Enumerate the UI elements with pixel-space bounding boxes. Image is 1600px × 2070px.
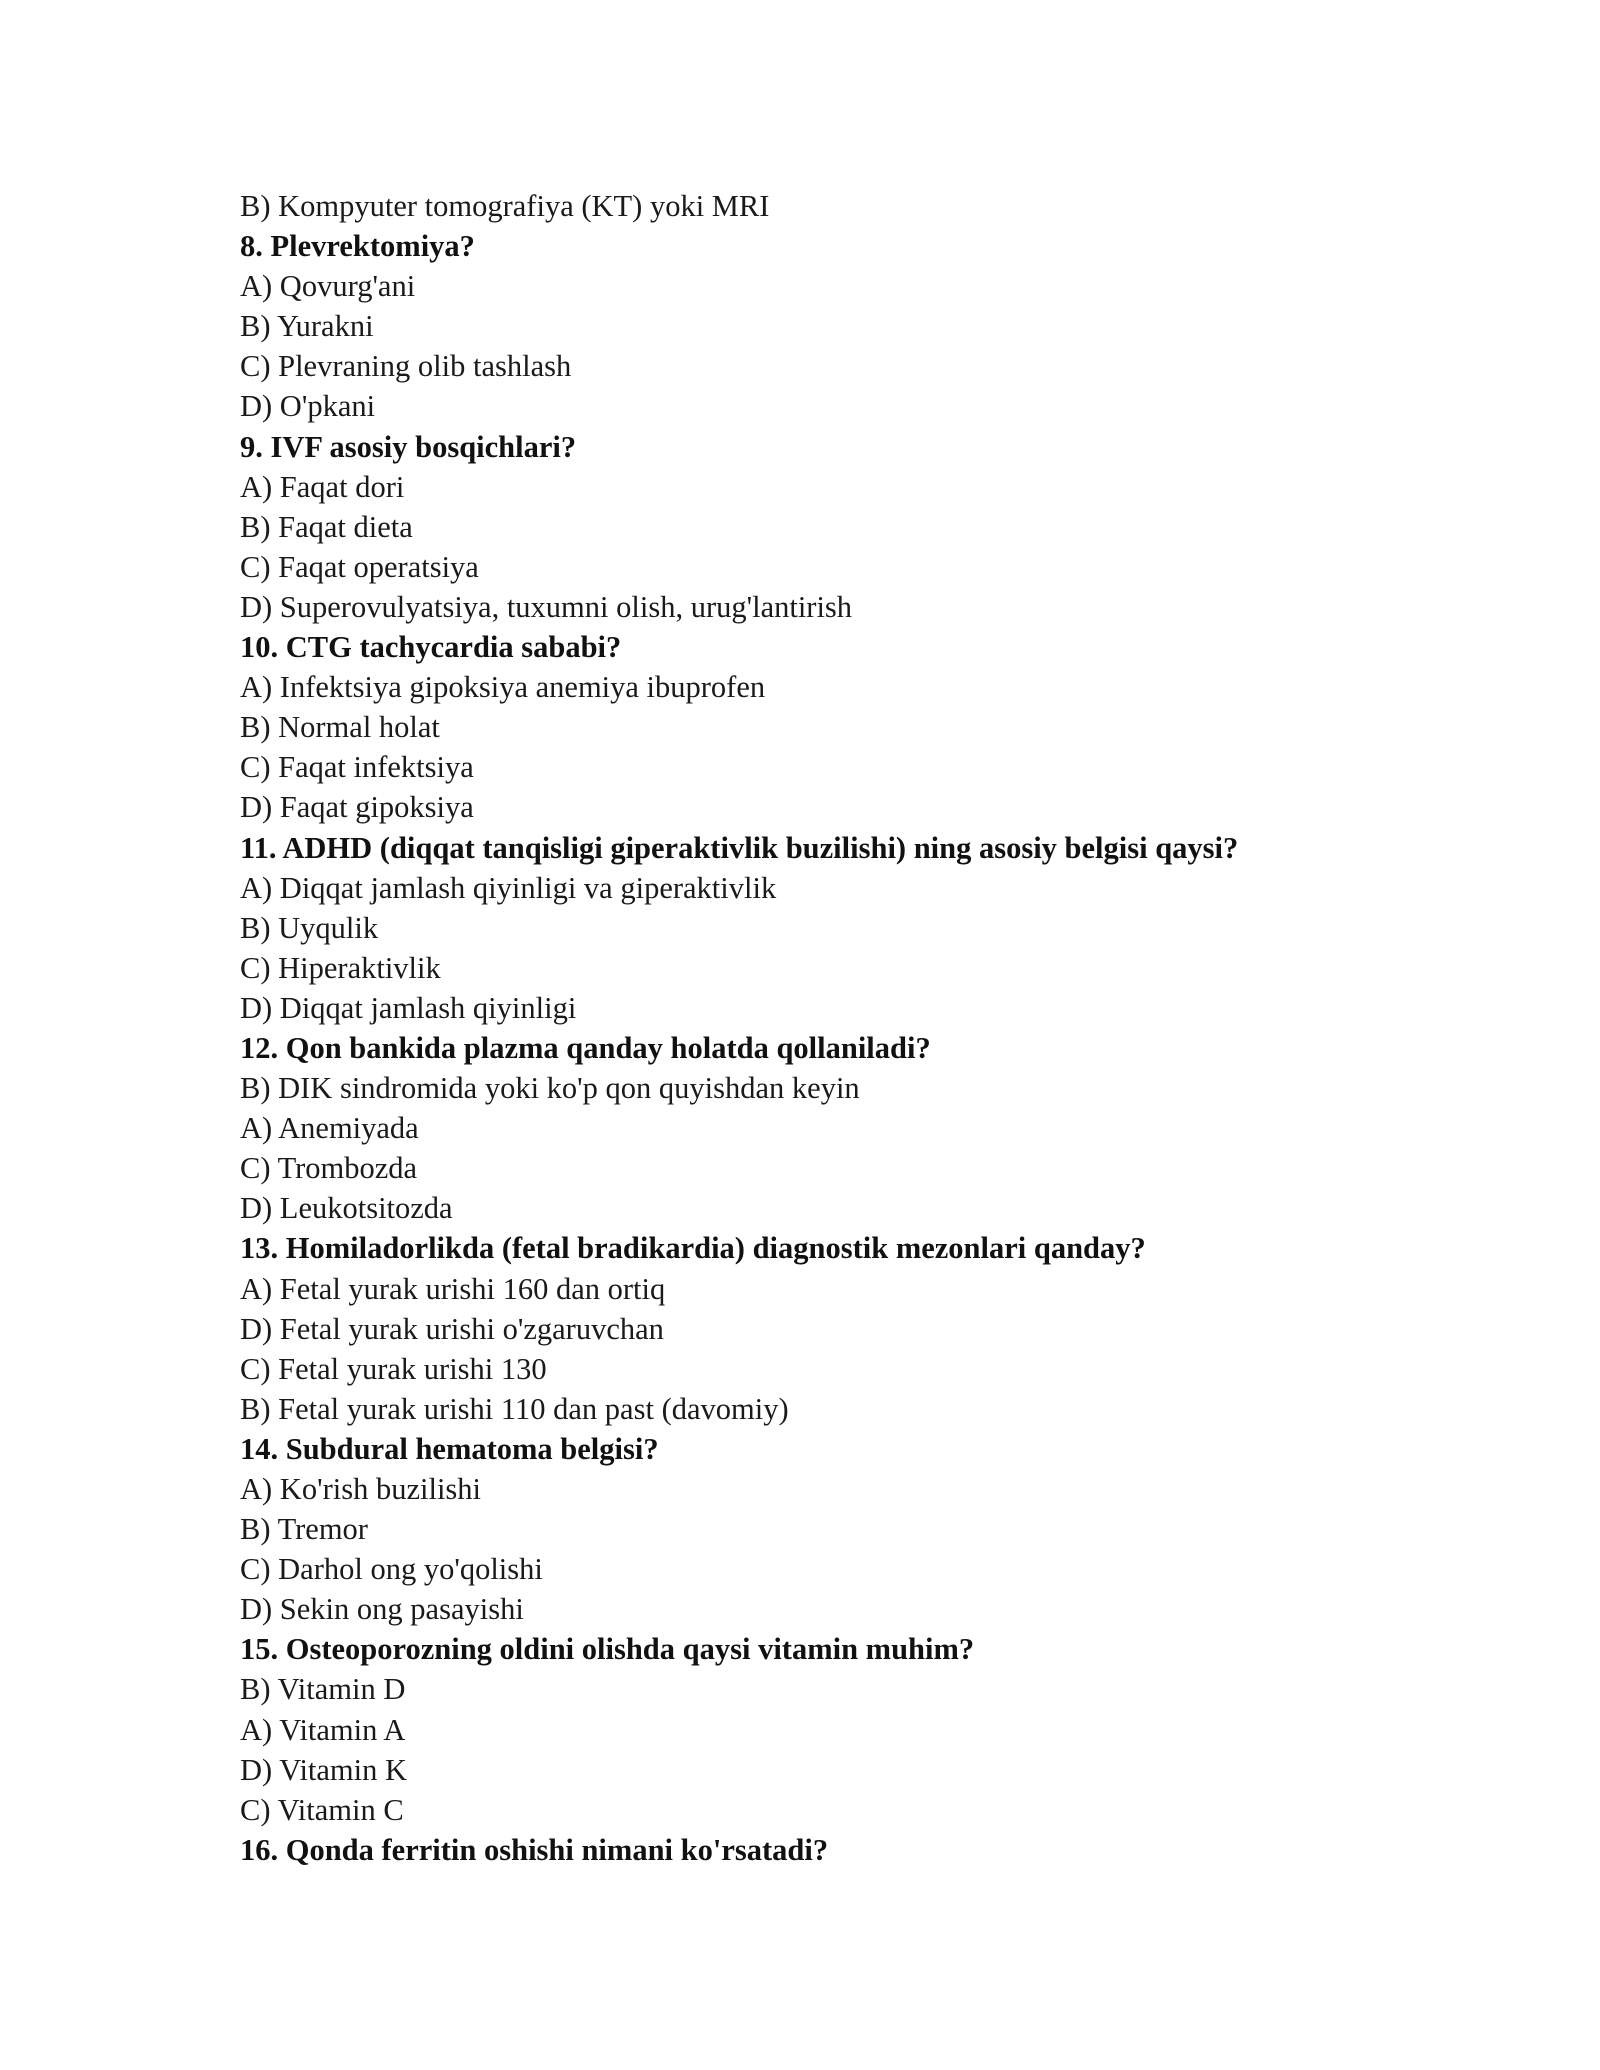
answer-option: C) Faqat operatsiya: [240, 549, 479, 584]
answer-option: D) Diqqat jamlash qiyinligi: [240, 990, 577, 1025]
answer-option: C) Plevraning olib tashlash: [240, 349, 572, 384]
answer-option: B) Vitamin D: [240, 1672, 406, 1707]
answer-option: B) Tremor: [240, 1512, 368, 1547]
answer-option: A) Anemiyada: [240, 1111, 419, 1146]
answer-option: D) O'pkani: [240, 389, 376, 424]
answer-option: B) Uyqulik: [240, 910, 379, 945]
answer-option: A) Vitamin A: [240, 1712, 406, 1747]
answer-option: C) Darhol ong yo'qolishi: [240, 1552, 543, 1587]
question-heading: 11. ADHD (diqqat tanqisligi giperaktivlik buzilishi) ning asosiy belgisi qaysi?: [240, 830, 1239, 865]
answer-option: A) Ko'rish buzilishi: [240, 1472, 482, 1506]
answer-option: A) Infektsiya gipoksiya anemiya ibuprofen: [240, 670, 766, 705]
answer-option: D) Vitamin K: [240, 1752, 408, 1787]
question-heading: 16. Qonda ferritin oshishi nimani ko'rsatadi?: [240, 1832, 829, 1867]
answer-option: C) Fetal yurak urishi 130: [240, 1351, 547, 1386]
answer-option: A) Faqat dori: [240, 469, 405, 504]
answer-option: B) Fetal yurak urishi 110 dan past (davomiy): [240, 1391, 789, 1426]
question-heading: 10. CTG tachycardia sababi?: [240, 630, 622, 665]
answer-option: C) Vitamin C: [240, 1792, 404, 1827]
answer-option: D) Superovulyatsiya, tuxumni olish, urug'lantirish: [240, 589, 853, 624]
quiz-text-block: [240, 186, 1420, 1870]
question-heading: 14. Subdural hematoma belgisi?: [240, 1431, 659, 1466]
answer-option: C) Faqat infektsiya: [240, 750, 474, 785]
question-heading: 13. Homiladorlikda (fetal bradikardia) diagnostik mezonlari qanday?: [240, 1231, 1146, 1266]
question-heading: 9. IVF asosiy bosqichlari?: [240, 429, 577, 464]
answer-option: C) Hiperaktivlik: [240, 950, 441, 985]
answer-option: D) Faqat gipoksiya: [240, 790, 474, 825]
answer-option: B) DIK sindromida yoki ko'p qon quyishdan keyin: [240, 1071, 860, 1106]
answer-option: A) Fetal yurak urishi 160 dan ortiq: [240, 1271, 666, 1306]
answer-option: C) Trombozda: [240, 1151, 418, 1186]
answer-option: A) Diqqat jamlash qiyinligi va giperaktivlik: [240, 870, 777, 905]
answer-option: B) Kompyuter tomografiya (KT) yoki MRI: [240, 189, 770, 223]
answer-option: B) Normal holat: [240, 710, 440, 745]
answer-option: B) Yurakni: [240, 309, 374, 344]
question-heading: 12. Qon bankida plazma qanday holatda qollaniladi?: [240, 1030, 931, 1065]
answer-option: A) Qovurg'ani: [240, 269, 416, 304]
answer-option: D) Fetal yurak urishi o'zgaruvchan: [240, 1311, 664, 1346]
question-heading: 8. Plevrektomiya?: [240, 229, 475, 264]
answer-option: D) Sekin ong pasayishi: [240, 1592, 524, 1627]
answer-option: D) Leukotsitozda: [240, 1191, 453, 1226]
question-heading: 15. Osteoporozning oldini olishda qaysi vitamin muhim?: [240, 1632, 975, 1667]
answer-option: B) Faqat dieta: [240, 509, 413, 544]
